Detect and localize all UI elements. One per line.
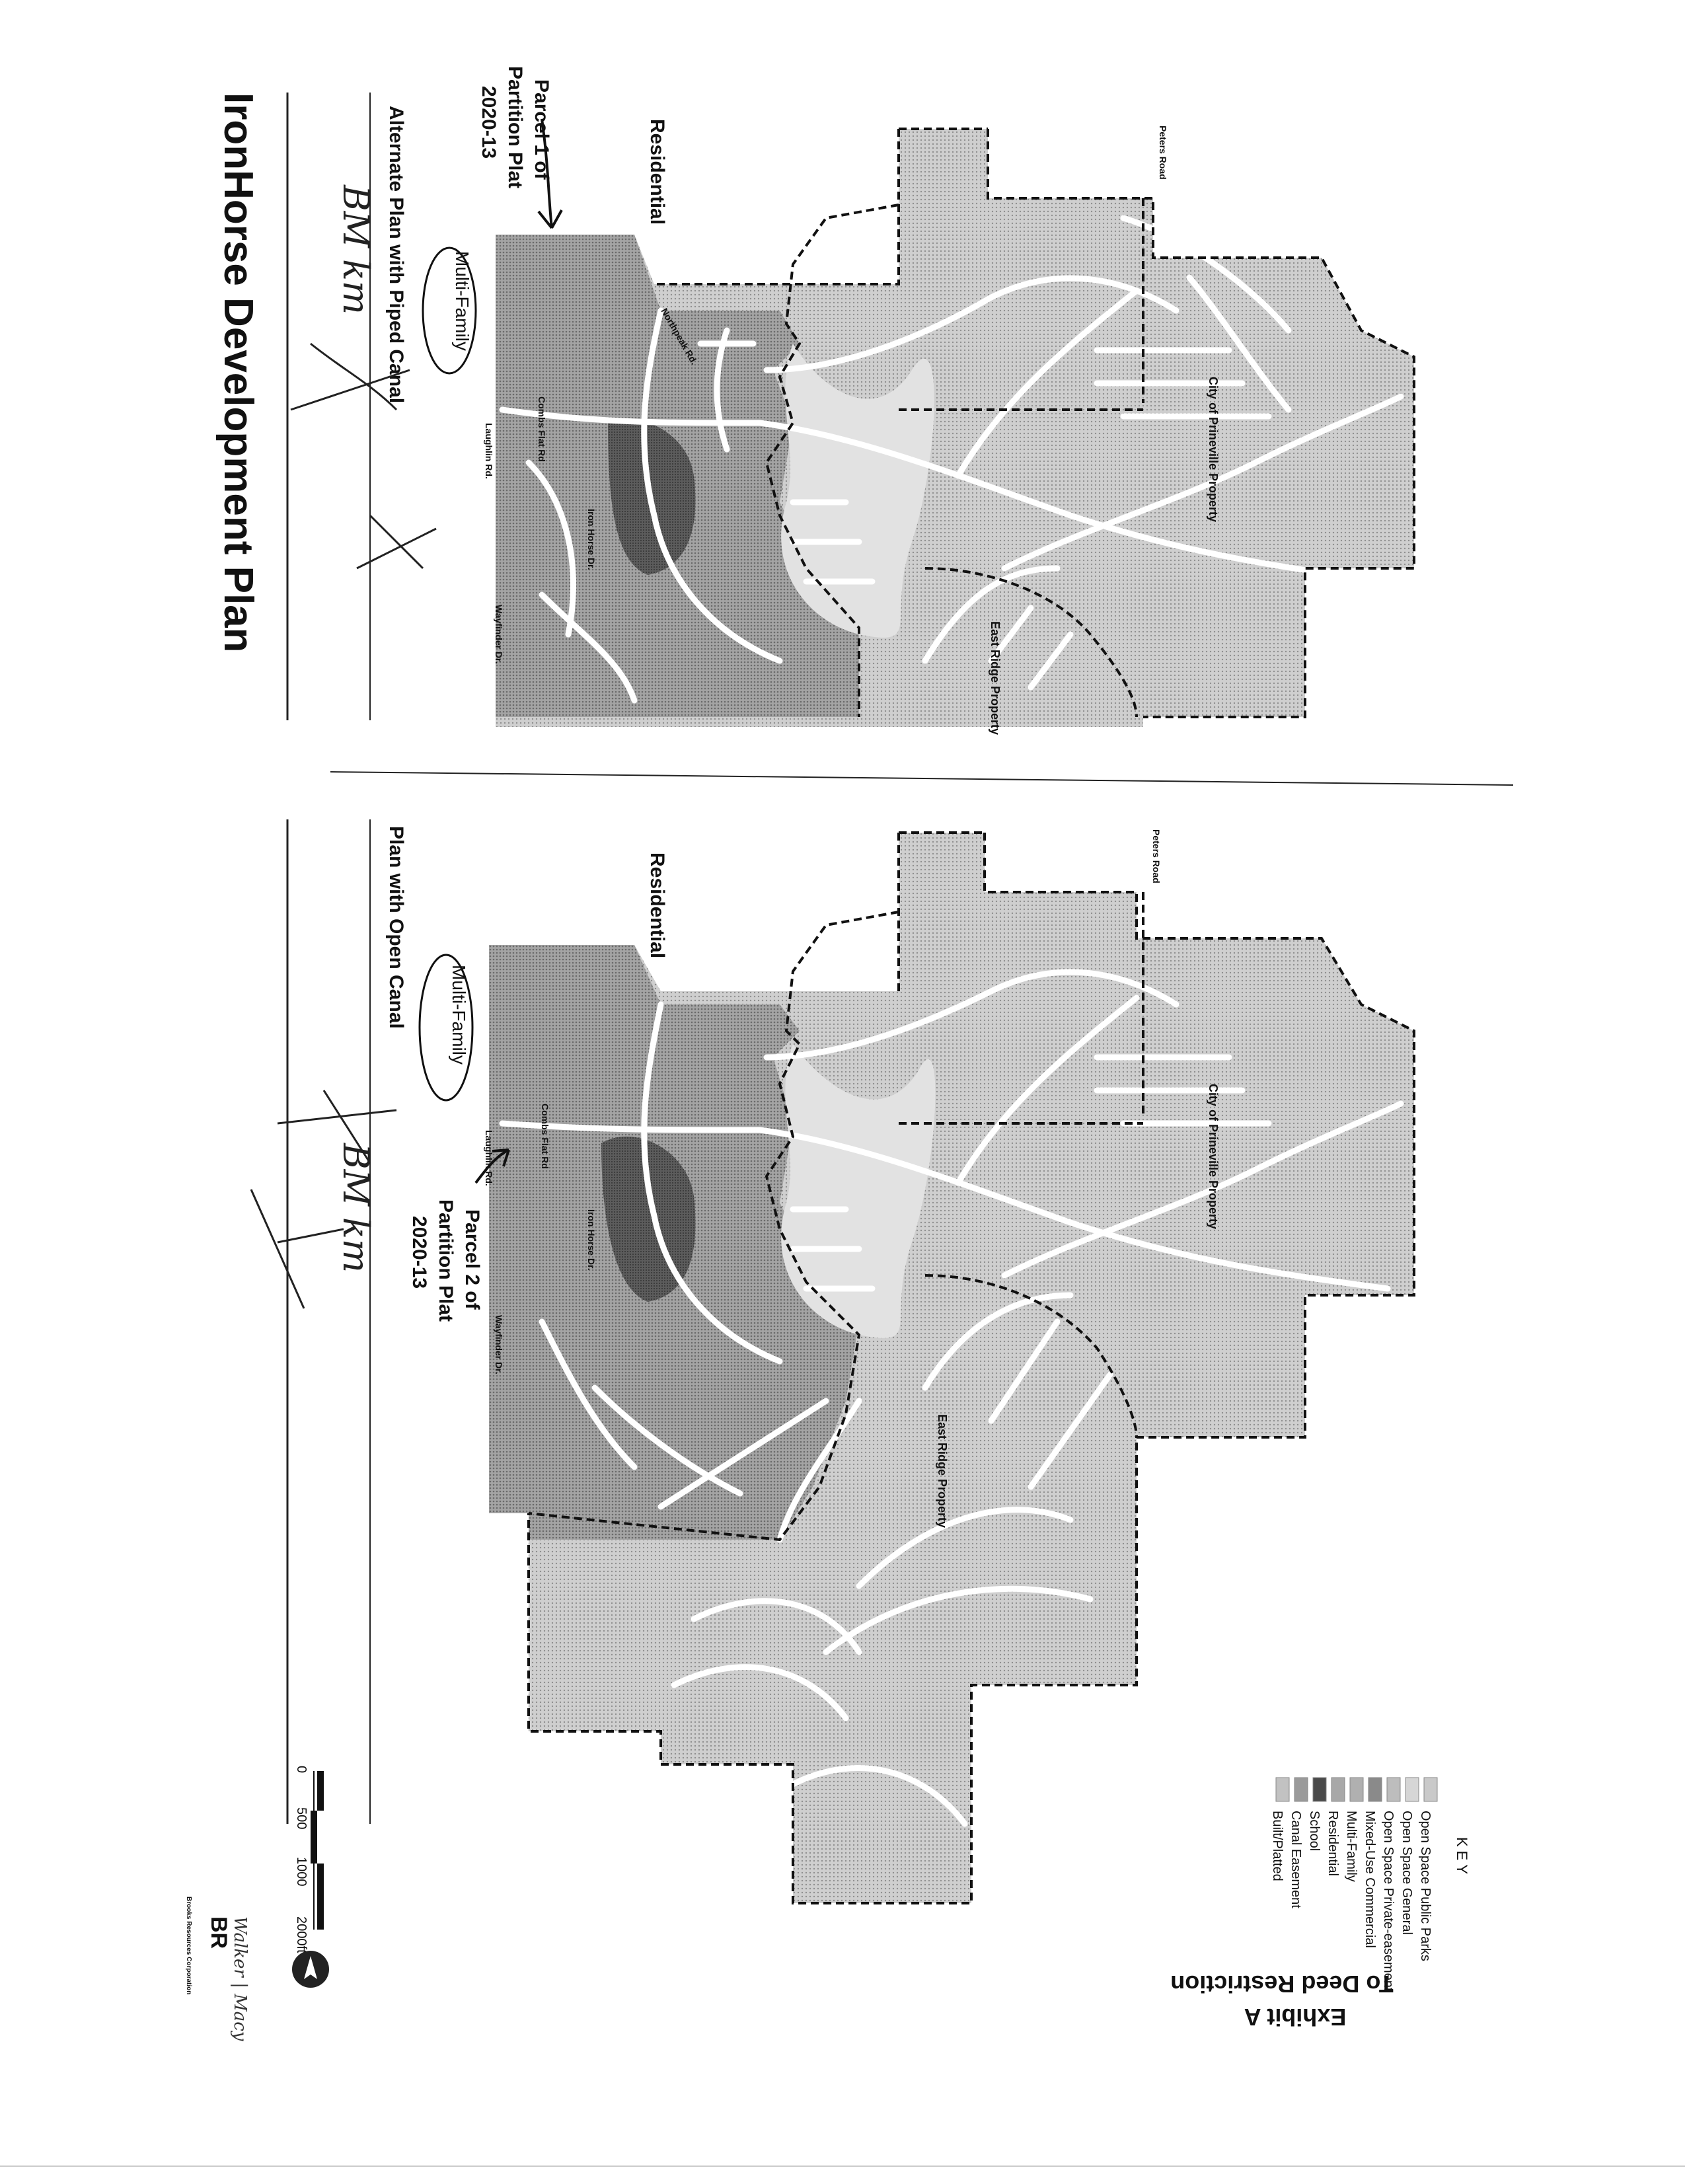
page-title: IronHorse Development Plan <box>215 93 261 653</box>
left-northpeak: Northpeak Rd. <box>659 306 700 367</box>
legend-swatch <box>1294 1778 1308 1801</box>
left-multifamily-label: Multi-Family <box>452 251 472 351</box>
left-east-ridge: East Ridge Property <box>989 621 1002 735</box>
north-arrow-icon <box>292 1951 329 1988</box>
right-multifamily-label: Multi-Family <box>449 965 469 1065</box>
legend-swatch <box>1331 1778 1345 1801</box>
right-wayfinder: Wayfinder Dr. <box>494 1315 504 1374</box>
scale-label-1000: 1000 <box>294 1857 309 1887</box>
left-city-area: City of Prineville Property <box>1207 377 1220 523</box>
left-wayfinder: Wayfinder Dr. <box>494 605 504 664</box>
scale-seg-3 <box>317 1864 324 1930</box>
left-combs-flat: Combs Flat Rd <box>537 396 547 462</box>
scale-bar <box>294 1766 324 1953</box>
legend-label: Open Space General <box>1400 1811 1414 1935</box>
right-laughlin: Laughlin Rd. <box>484 1130 494 1186</box>
walker-macy-logo: Walker | Macy <box>230 1916 250 2041</box>
right-plan-map <box>489 833 1414 1903</box>
right-peters-road: Peters Road <box>1151 829 1162 884</box>
plan-divider <box>330 772 1513 785</box>
right-east-ridge: East Ridge Property <box>936 1414 949 1528</box>
exhibit-line1: Exhibit A <box>1244 2004 1347 2031</box>
brooks-logo-mark: BR <box>206 1916 231 1949</box>
right-parcel-line1: Parcel 2 of <box>461 1209 483 1310</box>
legend-label: Mixed-Use Commercial <box>1363 1811 1377 1948</box>
legend-swatch <box>1424 1778 1437 1801</box>
legend-heading: KEY <box>1454 1837 1470 1879</box>
left-peters-road: Peters Road <box>1158 126 1168 180</box>
right-residential-label: Residential <box>646 852 668 959</box>
legend-label: School <box>1307 1811 1322 1852</box>
left-caption: Alternate Plan with Piped Canal <box>385 106 407 404</box>
right-iron-horse: Iron Horse Dr. <box>586 1209 597 1271</box>
left-laughlin: Laughlin Rd. <box>484 423 494 479</box>
legend-label: Residential <box>1326 1811 1340 1876</box>
right-initials: BM km <box>335 1143 377 1273</box>
scale-label-2000: 2000ft <box>294 1916 309 1953</box>
left-iron-horse: Iron Horse Dr. <box>586 509 597 570</box>
legend-label: Built/Platted <box>1270 1811 1285 1881</box>
left-signature-marks <box>291 344 436 568</box>
legend-swatch <box>1313 1778 1326 1801</box>
legend-label: Multi-Family <box>1344 1811 1359 1882</box>
left-initials: BM km <box>335 185 377 315</box>
scale-seg-1 <box>317 1771 324 1811</box>
legend-swatch <box>1368 1778 1382 1801</box>
legend-swatch <box>1350 1778 1363 1801</box>
left-plan-map <box>496 129 1414 727</box>
left-residential-label: Residential <box>646 119 668 225</box>
left-parcel-line3: 2020-13 <box>478 86 500 159</box>
legend <box>1270 1778 1470 1992</box>
scale-label-0: 0 <box>294 1766 309 1774</box>
left-parcel-line2: Partition Plat <box>504 66 526 189</box>
right-caption: Plan with Open Canal <box>385 826 407 1029</box>
legend-label: Canal Easement <box>1289 1811 1303 1908</box>
right-city-area: City of Prineville Property <box>1207 1084 1220 1230</box>
legend-swatch <box>1387 1778 1400 1801</box>
right-parcel-line2: Partition Plat <box>435 1199 457 1322</box>
legend-swatch <box>1405 1778 1419 1801</box>
right-parcel-line3: 2020-13 <box>408 1216 430 1289</box>
right-combs-flat: Combs Flat Rd <box>540 1104 550 1169</box>
left-parcel-line1: Parcel 1 of <box>531 79 552 180</box>
brooks-logo-name: Brooks Resources Corporation <box>185 1897 192 1995</box>
exhibit-line2: To Deed Restriction <box>1170 1971 1394 1998</box>
legend-swatch <box>1276 1778 1289 1801</box>
scale-label-500: 500 <box>294 1807 309 1830</box>
legend-label: Open Space Public Parks <box>1418 1811 1433 1961</box>
legend-label: Open Space Private-easement <box>1381 1811 1396 1992</box>
